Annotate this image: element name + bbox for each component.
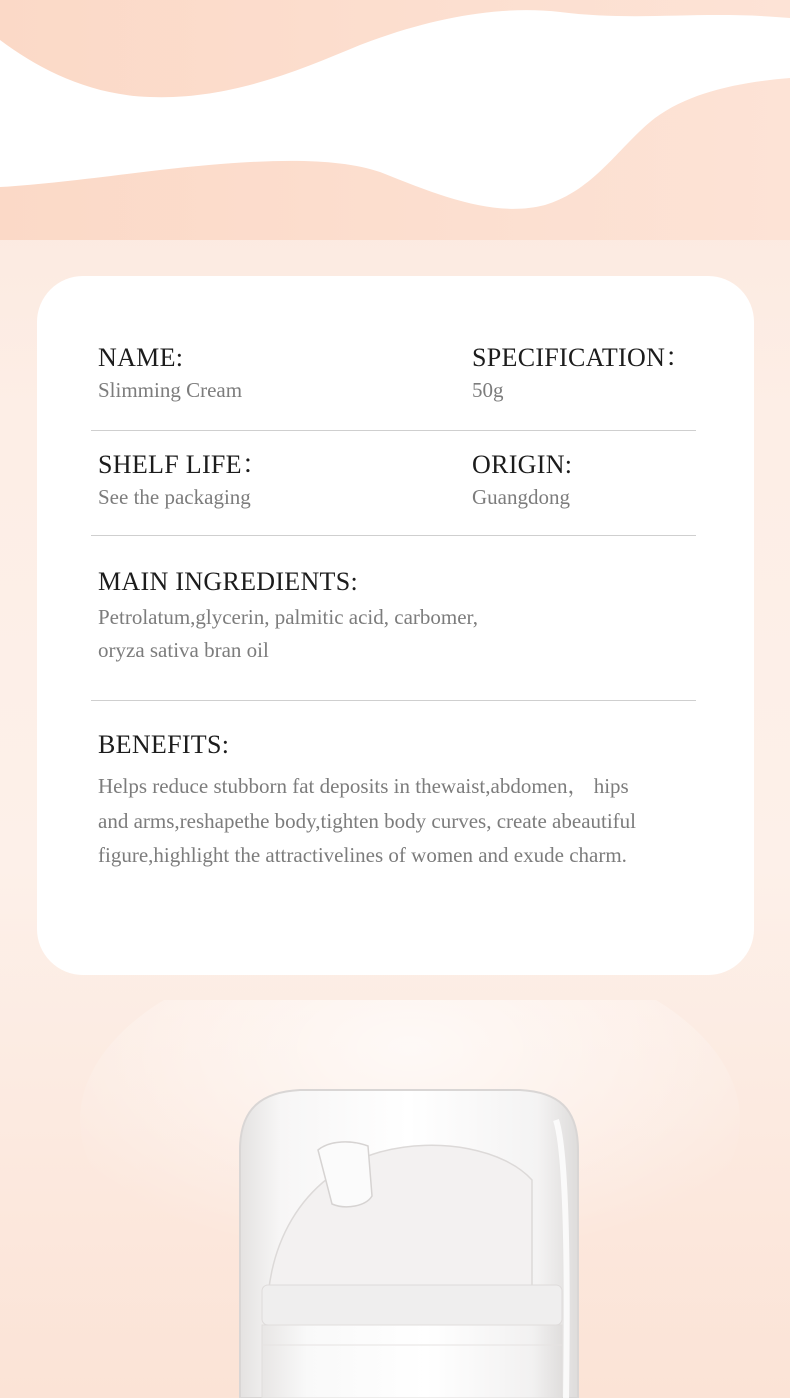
origin-value: Guangdong bbox=[472, 485, 570, 509]
benefits-line: Helps reduce stubborn fat deposits in thewaist,abdomen， hips bbox=[98, 774, 629, 798]
product-info-card bbox=[37, 276, 754, 975]
benefits-field bbox=[98, 730, 718, 873]
ingredients-line: oryza sativa bran oil bbox=[98, 638, 269, 662]
divider bbox=[91, 535, 696, 536]
divider bbox=[91, 430, 696, 431]
benefits-text bbox=[98, 769, 718, 873]
benefits-label: BENEFITS: bbox=[98, 730, 230, 759]
benefits-line: and arms,reshapethe body,tighten body curves, create abeautiful bbox=[98, 808, 637, 833]
origin-field bbox=[472, 450, 572, 510]
specification-value: 50g bbox=[472, 378, 504, 402]
ingredients-text bbox=[98, 601, 698, 667]
specification-field bbox=[472, 343, 691, 403]
ingredients-line: Petrolatum,glycerin, palmitic acid, carbomer, bbox=[98, 605, 478, 629]
benefits-line: figure,highlight the attractivelines of women and exude charm. bbox=[98, 843, 627, 867]
top-wave-decoration bbox=[0, 0, 790, 240]
divider bbox=[91, 700, 696, 701]
shelf-life-label: SHELF LIFE： bbox=[98, 450, 269, 479]
ingredients-field bbox=[98, 567, 698, 667]
name-label: NAME: bbox=[98, 343, 184, 372]
ingredients-label: MAIN INGREDIENTS: bbox=[98, 567, 359, 596]
name-field bbox=[98, 343, 242, 403]
product-bottle-image bbox=[0, 1000, 790, 1398]
shelf-life-value: See the packaging bbox=[98, 485, 251, 509]
shelf-life-field bbox=[98, 450, 268, 510]
name-value: Slimming Cream bbox=[98, 378, 243, 402]
origin-label: ORIGIN: bbox=[472, 450, 573, 479]
specification-label: SPECIFICATION： bbox=[472, 343, 692, 372]
